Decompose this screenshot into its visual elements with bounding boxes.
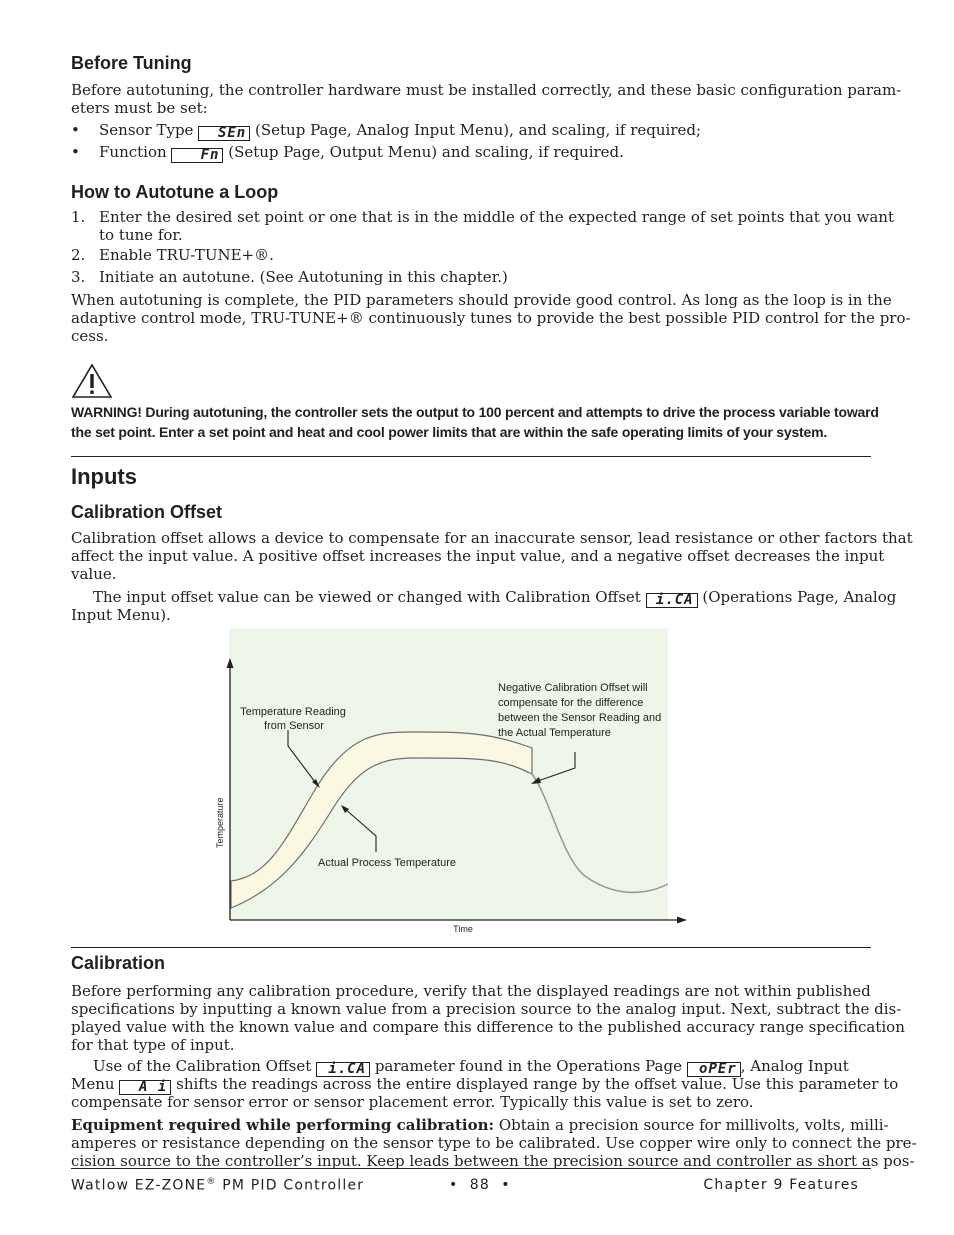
calibration-para2-text-b: parameter found in the Operations Page: [374, 1057, 682, 1075]
autotune-heading: How to Autotune a Loop: [71, 182, 279, 202]
cal-offset-para2-text-b: (Operations Page, Analog: [702, 588, 897, 606]
calibration-para2-line1: [93, 1057, 849, 1077]
autotune-para-line3: cess.: [71, 327, 109, 345]
lcd-code-fn: Fn: [171, 148, 223, 163]
footer-chapter: Chapter 9 Features: [703, 1177, 859, 1193]
footer-divider: [71, 1168, 871, 1169]
calibration-para2-line3: compensate for sensor error or sensor placement error. Typically this value is set to zero.: [71, 1093, 754, 1111]
label-negative-line3: between the Sensor Reading and: [498, 712, 662, 724]
before-tuning-intro-line1: Before autotuning, the controller hardware must be installed correctly, and these basic configuration param-: [71, 81, 902, 99]
equipment-line2: amperes or resistance depending on the sensor type to be calibrated. Use copper wire only to connect the pre-: [71, 1134, 917, 1152]
inputs-heading: Inputs: [71, 464, 137, 489]
before-tuning-heading: Before Tuning: [71, 53, 192, 73]
calibration-para2-text-d: Menu: [71, 1075, 115, 1093]
cal-offset-para2-line1: [93, 588, 896, 608]
calibration-para1-line4: for that type of input.: [71, 1036, 235, 1054]
section-divider: [71, 456, 871, 457]
section-divider: [71, 947, 871, 948]
label-negative-line1: Negative Calibration Offset will: [498, 682, 648, 694]
calibration-offset-heading: Calibration Offset: [71, 502, 223, 522]
cal-offset-para2-text-a: The input offset value can be viewed or changed with Calibration Offset: [93, 588, 641, 606]
footer-left: [71, 1177, 364, 1194]
footer-product: Watlow EZ-ZONE: [71, 1177, 207, 1194]
lcd-code-ai: A i: [119, 1080, 171, 1095]
footer-registered-mark: ®: [206, 1177, 217, 1187]
step-1-number: 1.: [71, 208, 86, 226]
footer-product-rest: PM PID Controller: [216, 1177, 365, 1194]
before-tuning-intro-line2: eters must be set:: [71, 99, 208, 117]
autotune-para-line1: When autotuning is complete, the PID parameters should provide good control. As long as the loop is in the: [71, 291, 892, 309]
calibration-offset-figure: [210, 628, 692, 938]
equipment-line3: cision source to the controller’s input. Keep leads between the precision source and controller as short as pos-: [71, 1152, 915, 1170]
lcd-code-sen: SEn: [198, 126, 250, 141]
bullet-sensor-type-label: Sensor Type: [99, 121, 194, 139]
bullet-sensor-type-text: (Setup Page, Analog Input Menu), and scaling, if required;: [255, 121, 702, 139]
warning-triangle-icon: [71, 363, 113, 399]
cal-offset-para-line1: Calibration offset allows a device to compensate for an inaccurate sensor, lead resistance or other factors that: [71, 529, 913, 547]
lcd-code-ica: i.CA: [316, 1062, 370, 1077]
lcd-code-ica: i.CA: [646, 593, 698, 608]
equipment-text: Obtain a precision source for millivolts, volts, milli-: [498, 1116, 889, 1134]
bullet-function-label: Function: [99, 143, 167, 161]
calibration-para2-text-c: , Analog Input: [740, 1057, 849, 1075]
lcd-code-oper: oPEr: [687, 1062, 741, 1077]
autotune-para-line2: adaptive control mode, TRU-TUNE+® continuously tunes to provide the best possible PID control for the pro-: [71, 309, 911, 327]
y-axis-label: Temperature: [215, 797, 225, 848]
bullet-function-text: (Setup Page, Output Menu) and scaling, if required.: [228, 143, 624, 161]
x-axis-label: Time: [453, 924, 473, 934]
label-sensor-line2: from Sensor: [264, 720, 324, 732]
figure-background: [229, 628, 668, 920]
equipment-line1: [71, 1116, 889, 1134]
cal-offset-para2-line2: Input Menu).: [71, 606, 171, 624]
label-sensor-line1: Temperature Reading: [240, 706, 346, 718]
calibration-para2-text-a: Use of the Calibration Offset: [93, 1057, 312, 1075]
step-3-number: 3.: [71, 268, 86, 286]
step-1-text-line2: to tune for.: [99, 226, 183, 244]
calibration-para1-line3: played value with the known value and compare this difference to the published accuracy range specification: [71, 1018, 905, 1036]
warning-line1: WARNING! During autotuning, the controller sets the output to 100 percent and attempts to drive the process variable toward: [71, 404, 879, 420]
label-negative-line4: the Actual Temperature: [498, 727, 611, 739]
calibration-para1-line1: Before performing any calibration procedure, verify that the displayed readings are not within published: [71, 982, 871, 1000]
x-axis-arrow-icon: [677, 917, 687, 924]
label-negative-line2: compensate for the difference: [498, 697, 644, 709]
calibration-para2-line2: [71, 1075, 898, 1095]
footer-page-number: • 88 •: [449, 1177, 511, 1193]
calibration-para2-text-e: shifts the readings across the entire displayed range by the offset value. Use this parameter to: [176, 1075, 899, 1093]
step-3-text: Initiate an autotune. (See Autotuning in this chapter.): [99, 268, 508, 286]
cal-offset-para-line3: value.: [71, 565, 117, 583]
label-actual: Actual Process Temperature: [318, 857, 456, 869]
calibration-para1-line2: specifications by inputting a known value from a precision source to the analog input. Next, subtract the dis-: [71, 1000, 902, 1018]
bullet-glyph: •: [71, 121, 80, 139]
step-2-number: 2.: [71, 246, 86, 264]
warning-line2: the set point. Enter a set point and heat and cool power limits that are within the safe operating limits of your system.: [71, 424, 828, 440]
equipment-bold-label: Equipment required while performing calibration:: [71, 1116, 495, 1134]
calibration-heading: Calibration: [71, 953, 166, 973]
step-2-text: Enable TRU-TUNE+®.: [99, 246, 274, 264]
bullet-glyph: •: [71, 143, 80, 161]
step-1-text-line1: Enter the desired set point or one that is in the middle of the expected range of set points that you want: [99, 208, 894, 226]
cal-offset-para-line2: affect the input value. A positive offset increases the input value, and a negative offset decreases the input: [71, 547, 885, 565]
